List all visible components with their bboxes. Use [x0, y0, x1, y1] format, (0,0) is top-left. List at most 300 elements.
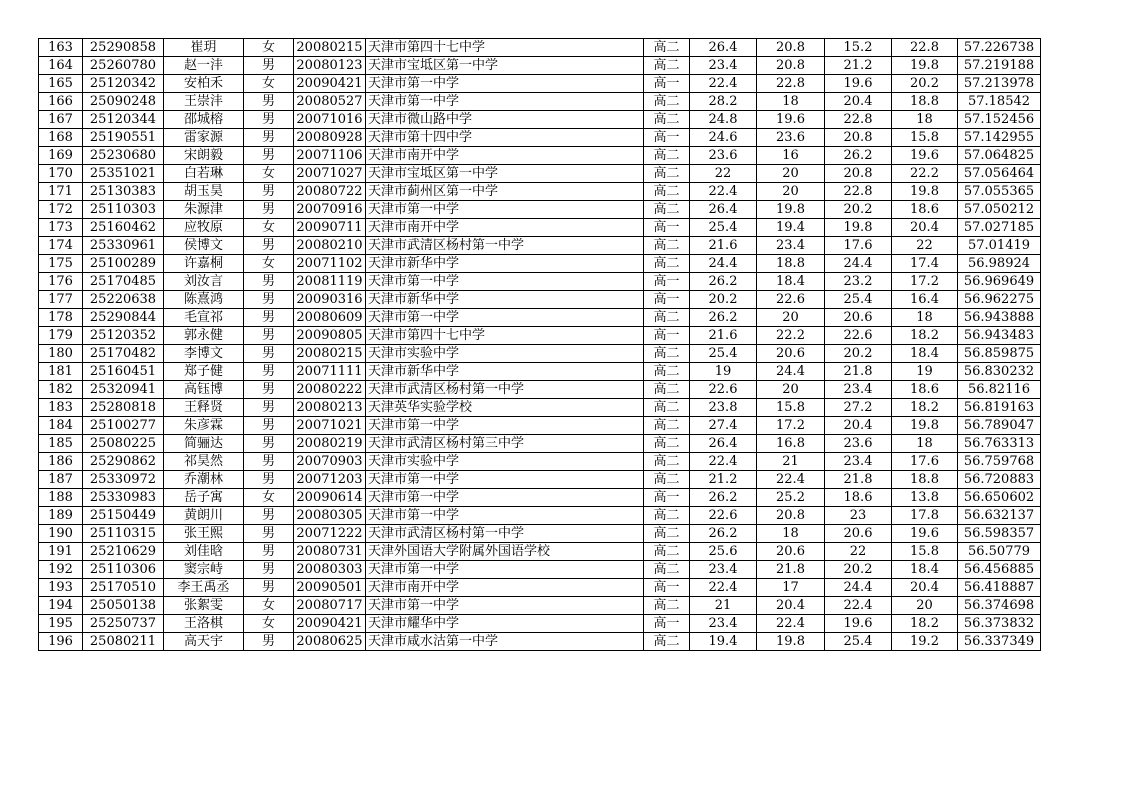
rank-cell: 192 [39, 561, 83, 579]
rank-cell: 167 [39, 111, 83, 129]
score3-cell: 20.4 [825, 417, 892, 435]
birthdate-cell: 20071102 [294, 255, 366, 273]
score2-cell: 25.2 [757, 489, 825, 507]
table-row [39, 489, 1041, 507]
total-score-cell: 57.142955 [958, 129, 1041, 147]
score3-cell: 21.8 [825, 471, 892, 489]
exam-id-cell: 25110303 [83, 201, 164, 219]
score1-cell: 25.4 [690, 345, 757, 363]
birthdate-cell: 20090805 [294, 327, 366, 345]
rank-cell: 171 [39, 183, 83, 201]
score1-cell: 28.2 [690, 93, 757, 111]
rank-cell: 181 [39, 363, 83, 381]
birthdate-cell: 20071111 [294, 363, 366, 381]
grade-cell: 高二 [644, 39, 690, 57]
score1-cell: 23.8 [690, 399, 757, 417]
name-cell: 张王熙 [164, 525, 244, 543]
table-row [39, 435, 1041, 453]
score3-cell: 27.2 [825, 399, 892, 417]
score2-cell: 20 [757, 183, 825, 201]
gender-cell: 女 [244, 75, 294, 93]
table-row [39, 75, 1041, 93]
score2-cell: 22.2 [757, 327, 825, 345]
exam-id-cell: 25050138 [83, 597, 164, 615]
score2-cell: 20.8 [757, 57, 825, 75]
birthdate-cell: 20071203 [294, 471, 366, 489]
rank-cell: 195 [39, 615, 83, 633]
grade-cell: 高二 [644, 381, 690, 399]
table-row [39, 147, 1041, 165]
score3-cell: 26.2 [825, 147, 892, 165]
school-cell: 天津市第一中学 [366, 417, 644, 435]
table-row [39, 111, 1041, 129]
name-cell: 刘汝言 [164, 273, 244, 291]
gender-cell: 女 [244, 597, 294, 615]
score2-cell: 19.6 [757, 111, 825, 129]
name-cell: 雷家源 [164, 129, 244, 147]
score3-cell: 25.4 [825, 291, 892, 309]
score1-cell: 21.2 [690, 471, 757, 489]
exam-id-cell: 25130383 [83, 183, 164, 201]
birthdate-cell: 20070903 [294, 453, 366, 471]
birthdate-cell: 20080731 [294, 543, 366, 561]
name-cell: 邵城榕 [164, 111, 244, 129]
rank-cell: 191 [39, 543, 83, 561]
score4-cell: 20.4 [892, 579, 958, 597]
school-cell: 天津市第一中学 [366, 471, 644, 489]
table-row [39, 507, 1041, 525]
school-cell: 天津市宝坻区第一中学 [366, 165, 644, 183]
gender-cell: 男 [244, 399, 294, 417]
birthdate-cell: 20090711 [294, 219, 366, 237]
score2-cell: 22.8 [757, 75, 825, 93]
total-score-cell: 57.152456 [958, 111, 1041, 129]
school-cell: 天津市第四十七中学 [366, 39, 644, 57]
name-cell: 白若琳 [164, 165, 244, 183]
name-cell: 朱彦霖 [164, 417, 244, 435]
exam-id-cell: 25330983 [83, 489, 164, 507]
score4-cell: 17.4 [892, 255, 958, 273]
rank-cell: 196 [39, 633, 83, 651]
score3-cell: 23.4 [825, 453, 892, 471]
score3-cell: 25.4 [825, 633, 892, 651]
name-cell: 祁昊然 [164, 453, 244, 471]
table-row [39, 525, 1041, 543]
grade-cell: 高二 [644, 525, 690, 543]
score4-cell: 17.2 [892, 273, 958, 291]
table-row [39, 633, 1041, 651]
school-cell: 天津市南开中学 [366, 147, 644, 165]
gender-cell: 女 [244, 615, 294, 633]
birthdate-cell: 20090421 [294, 75, 366, 93]
score3-cell: 19.6 [825, 615, 892, 633]
school-cell: 天津市第一中学 [366, 507, 644, 525]
name-cell: 窦宗峙 [164, 561, 244, 579]
exam-id-cell: 25190551 [83, 129, 164, 147]
score4-cell: 22.8 [892, 39, 958, 57]
school-cell: 天津市第一中学 [366, 75, 644, 93]
rank-cell: 176 [39, 273, 83, 291]
total-score-cell: 56.962275 [958, 291, 1041, 309]
exam-id-cell: 25120352 [83, 327, 164, 345]
exam-id-cell: 25110315 [83, 525, 164, 543]
score2-cell: 20.4 [757, 597, 825, 615]
grade-cell: 高二 [644, 435, 690, 453]
gender-cell: 男 [244, 417, 294, 435]
table-row [39, 273, 1041, 291]
score1-cell: 22.4 [690, 75, 757, 93]
gender-cell: 男 [244, 327, 294, 345]
score2-cell: 17.2 [757, 417, 825, 435]
gender-cell: 女 [244, 165, 294, 183]
school-cell: 天津市武清区杨村第一中学 [366, 381, 644, 399]
grade-cell: 高二 [644, 255, 690, 273]
score4-cell: 20.4 [892, 219, 958, 237]
exam-id-cell: 25220638 [83, 291, 164, 309]
score1-cell: 20.2 [690, 291, 757, 309]
exam-id-cell: 25170485 [83, 273, 164, 291]
gender-cell: 男 [244, 309, 294, 327]
gender-cell: 男 [244, 543, 294, 561]
score4-cell: 18.6 [892, 201, 958, 219]
school-cell: 天津市武清区杨村第一中学 [366, 525, 644, 543]
grade-cell: 高二 [644, 183, 690, 201]
score1-cell: 24.6 [690, 129, 757, 147]
score2-cell: 18.4 [757, 273, 825, 291]
score2-cell: 23.4 [757, 237, 825, 255]
score1-cell: 26.4 [690, 39, 757, 57]
school-cell: 天津市新华中学 [366, 291, 644, 309]
score1-cell: 26.2 [690, 273, 757, 291]
score2-cell: 20 [757, 165, 825, 183]
table-row [39, 579, 1041, 597]
score2-cell: 15.8 [757, 399, 825, 417]
score2-cell: 20.8 [757, 507, 825, 525]
school-cell: 天津市新华中学 [366, 363, 644, 381]
score2-cell: 16.8 [757, 435, 825, 453]
name-cell: 高钰博 [164, 381, 244, 399]
exam-id-cell: 25120344 [83, 111, 164, 129]
score1-cell: 22.4 [690, 183, 757, 201]
total-score-cell: 57.027185 [958, 219, 1041, 237]
grade-cell: 高二 [644, 111, 690, 129]
table-row [39, 471, 1041, 489]
gender-cell: 男 [244, 507, 294, 525]
score1-cell: 23.4 [690, 615, 757, 633]
birthdate-cell: 20080215 [294, 39, 366, 57]
score1-cell: 19.4 [690, 633, 757, 651]
table-row [39, 597, 1041, 615]
table-row [39, 165, 1041, 183]
score2-cell: 19.8 [757, 633, 825, 651]
score1-cell: 24.4 [690, 255, 757, 273]
exam-id-cell: 25280818 [83, 399, 164, 417]
birthdate-cell: 20080213 [294, 399, 366, 417]
grade-cell: 高一 [644, 489, 690, 507]
grade-cell: 高二 [644, 597, 690, 615]
total-score-cell: 56.859875 [958, 345, 1041, 363]
score2-cell: 20.6 [757, 543, 825, 561]
score2-cell: 18.8 [757, 255, 825, 273]
exam-id-cell: 25330961 [83, 237, 164, 255]
score4-cell: 16.4 [892, 291, 958, 309]
birthdate-cell: 20080219 [294, 435, 366, 453]
score4-cell: 20 [892, 597, 958, 615]
gender-cell: 男 [244, 129, 294, 147]
score2-cell: 20 [757, 381, 825, 399]
score2-cell: 22.4 [757, 615, 825, 633]
exam-id-cell: 25170482 [83, 345, 164, 363]
birthdate-cell: 20071222 [294, 525, 366, 543]
rank-cell: 164 [39, 57, 83, 75]
score1-cell: 21.6 [690, 237, 757, 255]
table-row [39, 309, 1041, 327]
birthdate-cell: 20071016 [294, 111, 366, 129]
rank-cell: 187 [39, 471, 83, 489]
total-score-cell: 56.82116 [958, 381, 1041, 399]
grade-cell: 高二 [644, 399, 690, 417]
name-cell: 王崇沣 [164, 93, 244, 111]
grade-cell: 高一 [644, 219, 690, 237]
table-row [39, 399, 1041, 417]
score3-cell: 20.6 [825, 309, 892, 327]
rank-cell: 183 [39, 399, 83, 417]
score1-cell: 22.6 [690, 381, 757, 399]
grade-cell: 高一 [644, 615, 690, 633]
score4-cell: 19.6 [892, 147, 958, 165]
rank-cell: 173 [39, 219, 83, 237]
table-row [39, 219, 1041, 237]
table-row [39, 453, 1041, 471]
school-cell: 天津市南开中学 [366, 579, 644, 597]
score1-cell: 25.4 [690, 219, 757, 237]
score3-cell: 23 [825, 507, 892, 525]
score3-cell: 23.6 [825, 435, 892, 453]
total-score-cell: 56.943483 [958, 327, 1041, 345]
school-cell: 天津市实验中学 [366, 345, 644, 363]
grade-cell: 高二 [644, 345, 690, 363]
total-score-cell: 57.056464 [958, 165, 1041, 183]
grade-cell: 高二 [644, 147, 690, 165]
name-cell: 黄朗川 [164, 507, 244, 525]
table-row [39, 39, 1041, 57]
total-score-cell: 56.943888 [958, 309, 1041, 327]
name-cell: 侯博文 [164, 237, 244, 255]
grade-cell: 高二 [644, 417, 690, 435]
name-cell: 胡玉昊 [164, 183, 244, 201]
score4-cell: 18.2 [892, 327, 958, 345]
birthdate-cell: 20080303 [294, 561, 366, 579]
table-row [39, 363, 1041, 381]
grade-cell: 高一 [644, 579, 690, 597]
table-row [39, 417, 1041, 435]
gender-cell: 男 [244, 381, 294, 399]
name-cell: 李博文 [164, 345, 244, 363]
total-score-cell: 57.064825 [958, 147, 1041, 165]
table-row [39, 129, 1041, 147]
gender-cell: 男 [244, 183, 294, 201]
total-score-cell: 56.789047 [958, 417, 1041, 435]
score4-cell: 18.2 [892, 399, 958, 417]
score3-cell: 23.2 [825, 273, 892, 291]
school-cell: 天津市第一中学 [366, 273, 644, 291]
birthdate-cell: 20080305 [294, 507, 366, 525]
school-cell: 天津市武清区杨村第一中学 [366, 237, 644, 255]
grade-cell: 高二 [644, 237, 690, 255]
score2-cell: 18 [757, 93, 825, 111]
exam-id-cell: 25230680 [83, 147, 164, 165]
name-cell: 毛宣祁 [164, 309, 244, 327]
score2-cell: 17 [757, 579, 825, 597]
total-score-cell: 56.969649 [958, 273, 1041, 291]
score1-cell: 22.6 [690, 507, 757, 525]
exam-id-cell: 25290858 [83, 39, 164, 57]
exam-id-cell: 25320941 [83, 381, 164, 399]
score2-cell: 22.6 [757, 291, 825, 309]
score2-cell: 19.4 [757, 219, 825, 237]
gender-cell: 男 [244, 633, 294, 651]
grade-cell: 高二 [644, 507, 690, 525]
score3-cell: 22 [825, 543, 892, 561]
rank-cell: 168 [39, 129, 83, 147]
grade-cell: 高一 [644, 129, 690, 147]
score1-cell: 26.2 [690, 525, 757, 543]
rank-cell: 169 [39, 147, 83, 165]
school-cell: 天津市第一中学 [366, 561, 644, 579]
score3-cell: 20.2 [825, 561, 892, 579]
score1-cell: 22.4 [690, 453, 757, 471]
birthdate-cell: 20080722 [294, 183, 366, 201]
birthdate-cell: 20080717 [294, 597, 366, 615]
score4-cell: 20.2 [892, 75, 958, 93]
school-cell: 天津英华实验学校 [366, 399, 644, 417]
score1-cell: 26.4 [690, 435, 757, 453]
total-score-cell: 56.374698 [958, 597, 1041, 615]
score4-cell: 18.4 [892, 561, 958, 579]
score4-cell: 17.8 [892, 507, 958, 525]
school-cell: 天津市第一中学 [366, 201, 644, 219]
total-score-cell: 56.98924 [958, 255, 1041, 273]
score4-cell: 17.6 [892, 453, 958, 471]
score3-cell: 15.2 [825, 39, 892, 57]
name-cell: 王释贤 [164, 399, 244, 417]
exam-id-cell: 25290844 [83, 309, 164, 327]
school-cell: 天津市武清区杨村第三中学 [366, 435, 644, 453]
total-score-cell: 57.18542 [958, 93, 1041, 111]
name-cell: 王洛棋 [164, 615, 244, 633]
name-cell: 乔潮林 [164, 471, 244, 489]
birthdate-cell: 20080928 [294, 129, 366, 147]
grade-cell: 高二 [644, 561, 690, 579]
score1-cell: 27.4 [690, 417, 757, 435]
birthdate-cell: 20071027 [294, 165, 366, 183]
total-score-cell: 56.50779 [958, 543, 1041, 561]
birthdate-cell: 20090614 [294, 489, 366, 507]
birthdate-cell: 20071021 [294, 417, 366, 435]
table-row [39, 543, 1041, 561]
gender-cell: 男 [244, 561, 294, 579]
score3-cell: 18.6 [825, 489, 892, 507]
score4-cell: 19.6 [892, 525, 958, 543]
score-sheet [38, 38, 1041, 651]
table-row [39, 93, 1041, 111]
exam-id-cell: 25150449 [83, 507, 164, 525]
gender-cell: 男 [244, 579, 294, 597]
total-score-cell: 56.650602 [958, 489, 1041, 507]
gender-cell: 男 [244, 345, 294, 363]
score4-cell: 15.8 [892, 129, 958, 147]
exam-id-cell: 25330972 [83, 471, 164, 489]
gender-cell: 男 [244, 237, 294, 255]
score3-cell: 21.2 [825, 57, 892, 75]
total-score-cell: 56.763313 [958, 435, 1041, 453]
score4-cell: 19.8 [892, 183, 958, 201]
name-cell: 郭永健 [164, 327, 244, 345]
birthdate-cell: 20080222 [294, 381, 366, 399]
table-row [39, 237, 1041, 255]
school-cell: 天津市第十四中学 [366, 129, 644, 147]
name-cell: 宋朗毅 [164, 147, 244, 165]
exam-id-cell: 25120342 [83, 75, 164, 93]
exam-id-cell: 25170510 [83, 579, 164, 597]
grade-cell: 高二 [644, 453, 690, 471]
score4-cell: 13.8 [892, 489, 958, 507]
school-cell: 天津市第四十七中学 [366, 327, 644, 345]
school-cell: 天津市微山路中学 [366, 111, 644, 129]
total-score-cell: 56.598357 [958, 525, 1041, 543]
total-score-cell: 57.213978 [958, 75, 1041, 93]
rank-cell: 172 [39, 201, 83, 219]
score3-cell: 21.8 [825, 363, 892, 381]
school-cell: 天津市南开中学 [366, 219, 644, 237]
score2-cell: 18 [757, 525, 825, 543]
gender-cell: 男 [244, 201, 294, 219]
score-table [38, 38, 1041, 651]
score3-cell: 20.6 [825, 525, 892, 543]
total-score-cell: 56.373832 [958, 615, 1041, 633]
score2-cell: 16 [757, 147, 825, 165]
rank-cell: 190 [39, 525, 83, 543]
grade-cell: 高一 [644, 273, 690, 291]
score1-cell: 21 [690, 597, 757, 615]
score1-cell: 23.4 [690, 57, 757, 75]
score2-cell: 21.8 [757, 561, 825, 579]
score3-cell: 22.8 [825, 111, 892, 129]
rank-cell: 180 [39, 345, 83, 363]
gender-cell: 男 [244, 273, 294, 291]
birthdate-cell: 20080215 [294, 345, 366, 363]
exam-id-cell: 25080211 [83, 633, 164, 651]
total-score-cell: 57.050212 [958, 201, 1041, 219]
score3-cell: 22.4 [825, 597, 892, 615]
table-row [39, 381, 1041, 399]
score4-cell: 19.8 [892, 57, 958, 75]
exam-id-cell: 25290862 [83, 453, 164, 471]
exam-id-cell: 25090248 [83, 93, 164, 111]
rank-cell: 165 [39, 75, 83, 93]
rank-cell: 194 [39, 597, 83, 615]
rank-cell: 188 [39, 489, 83, 507]
score1-cell: 22.4 [690, 579, 757, 597]
score1-cell: 26.4 [690, 201, 757, 219]
birthdate-cell: 20070916 [294, 201, 366, 219]
grade-cell: 高一 [644, 75, 690, 93]
score2-cell: 24.4 [757, 363, 825, 381]
score1-cell: 23.6 [690, 147, 757, 165]
total-score-cell: 57.01419 [958, 237, 1041, 255]
table-row [39, 615, 1041, 633]
gender-cell: 男 [244, 363, 294, 381]
